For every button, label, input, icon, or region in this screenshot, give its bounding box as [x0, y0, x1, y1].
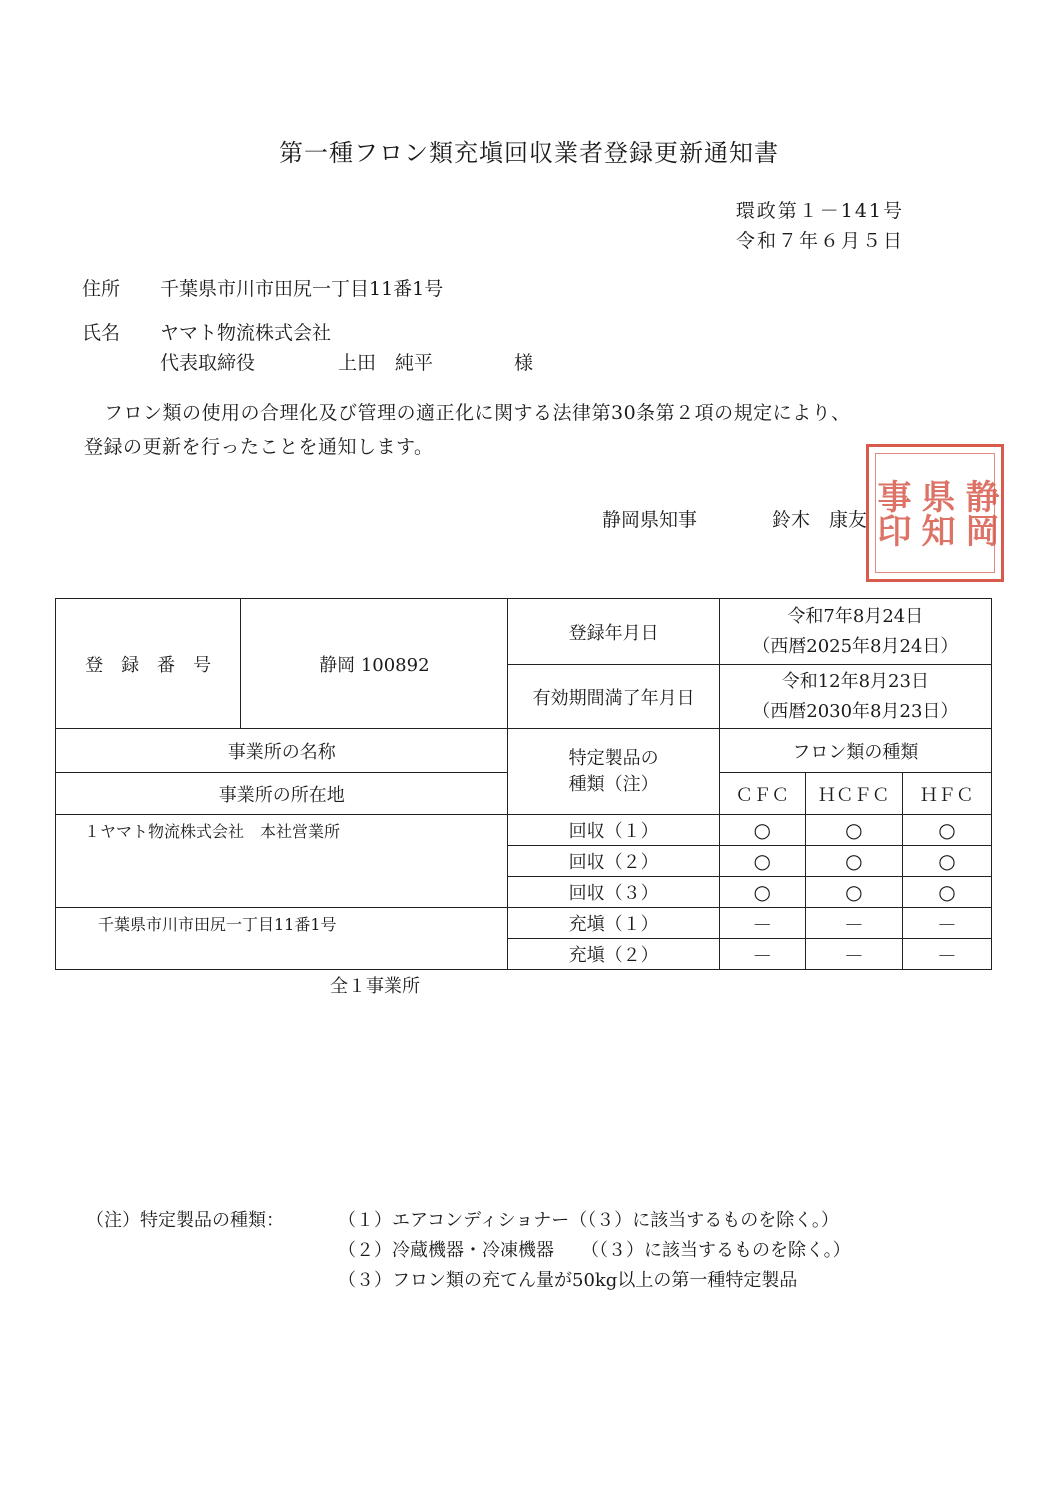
issuer-name: 鈴木 康友 — [772, 509, 868, 531]
note-item-3: （３）フロン類の充てん量が50kg以上の第一種特定製品 — [338, 1270, 798, 1291]
office-name-label: 事業所の名称 — [56, 729, 508, 773]
reg-date-wareki: 令和7年8月24日 — [787, 605, 924, 627]
mark-hcfc: ○ — [805, 846, 902, 877]
representative-name: 上田 純平 — [338, 352, 434, 374]
body-line-2: 登録の更新を行ったことを通知します。 — [84, 436, 434, 458]
product-type-label-line1: 特定製品の — [568, 747, 659, 769]
gas-header-hcfc: ＨＣＦＣ — [805, 773, 902, 815]
note-item-2: （２）冷蔵機器・冷凍機器 （（３）に該当するものを除く。） — [338, 1240, 851, 1261]
document-number: 環政第１－141号 — [735, 200, 904, 222]
seal-col-2: 県知 — [915, 479, 955, 547]
document-title: 第一種フロン類充塡回収業者登録更新通知書 — [279, 139, 779, 167]
freon-type-label: フロン類の種類 — [719, 729, 991, 773]
mark-hcfc: ○ — [805, 815, 902, 846]
row-label-collect-1: 回収（１） — [508, 815, 719, 846]
mark-hfc: ○ — [902, 877, 991, 908]
expiry-label: 有効期間満了年月日 — [508, 665, 719, 729]
row-label-collect-2: 回収（２） — [508, 846, 719, 877]
mark-hcfc: － — [805, 908, 902, 939]
office-address-label: 事業所の所在地 — [56, 773, 508, 815]
reg-date-cell — [719, 599, 991, 665]
expiry-wareki: 令和12年8月23日 — [781, 670, 929, 692]
official-seal — [866, 444, 1004, 582]
recipient-company: ヤマト物流株式会社 — [160, 322, 332, 344]
mark-cfc: － — [719, 939, 805, 970]
mark-cfc: ○ — [719, 815, 805, 846]
mark-hcfc: － — [805, 939, 902, 970]
product-type-label — [508, 729, 719, 815]
expiry-seireki: （西暦2030年8月23日） — [752, 700, 959, 722]
mark-cfc: － — [719, 908, 805, 939]
seal-col-3: 事印 — [871, 479, 911, 547]
mark-cfc: ○ — [719, 877, 805, 908]
recipient-address: 千葉県市川市田尻一丁目11番1号 — [160, 278, 444, 300]
expiry-cell — [719, 665, 991, 729]
gas-header-cfc: ＣＦＣ — [719, 773, 805, 815]
honorific: 様 — [514, 352, 534, 374]
mark-hfc: ○ — [902, 846, 991, 877]
reg-date-seireki: （西暦2025年8月24日） — [752, 635, 959, 657]
note-label: （注）特定製品の種類： — [86, 1210, 284, 1231]
issuer-title: 静岡県知事 — [602, 509, 698, 531]
registration-table — [55, 598, 992, 970]
row-label-fill-1: 充塡（１） — [508, 908, 719, 939]
name-label: 氏名 — [82, 322, 121, 344]
body-line-1: フロン類の使用の合理化及び管理の適正化に関する法律第30条第２項の規定により、 — [104, 402, 851, 424]
gas-header-hfc: ＨＦＣ — [902, 773, 991, 815]
document-date: 令和７年６月５日 — [735, 230, 904, 252]
office-total: 全１事業所 — [330, 976, 420, 997]
mark-hfc: － — [902, 908, 991, 939]
office-address: 千葉県市川市田尻一丁目11番1号 — [56, 908, 508, 970]
mark-hfc: ○ — [902, 815, 991, 846]
reg-date-label: 登録年月日 — [508, 599, 719, 665]
mark-hfc: － — [902, 939, 991, 970]
seal-col-1: 静岡 — [959, 479, 999, 547]
reg-number-label: 登 録 番 号 — [56, 599, 241, 729]
row-label-collect-3: 回収（３） — [508, 877, 719, 908]
mark-hcfc: ○ — [805, 877, 902, 908]
row-label-fill-2: 充塡（２） — [508, 939, 719, 970]
address-label: 住所 — [82, 278, 121, 300]
product-type-label-line2: 種類（注） — [568, 773, 659, 795]
office-name: １ヤマト物流株式会社 本社営業所 — [56, 815, 508, 908]
mark-cfc: ○ — [719, 846, 805, 877]
note-item-1: （１）エアコンディショナー（（３）に該当するものを除く。） — [338, 1210, 839, 1231]
reg-number: 静岡 100892 — [241, 599, 508, 729]
representative-title: 代表取締役 — [160, 352, 256, 374]
